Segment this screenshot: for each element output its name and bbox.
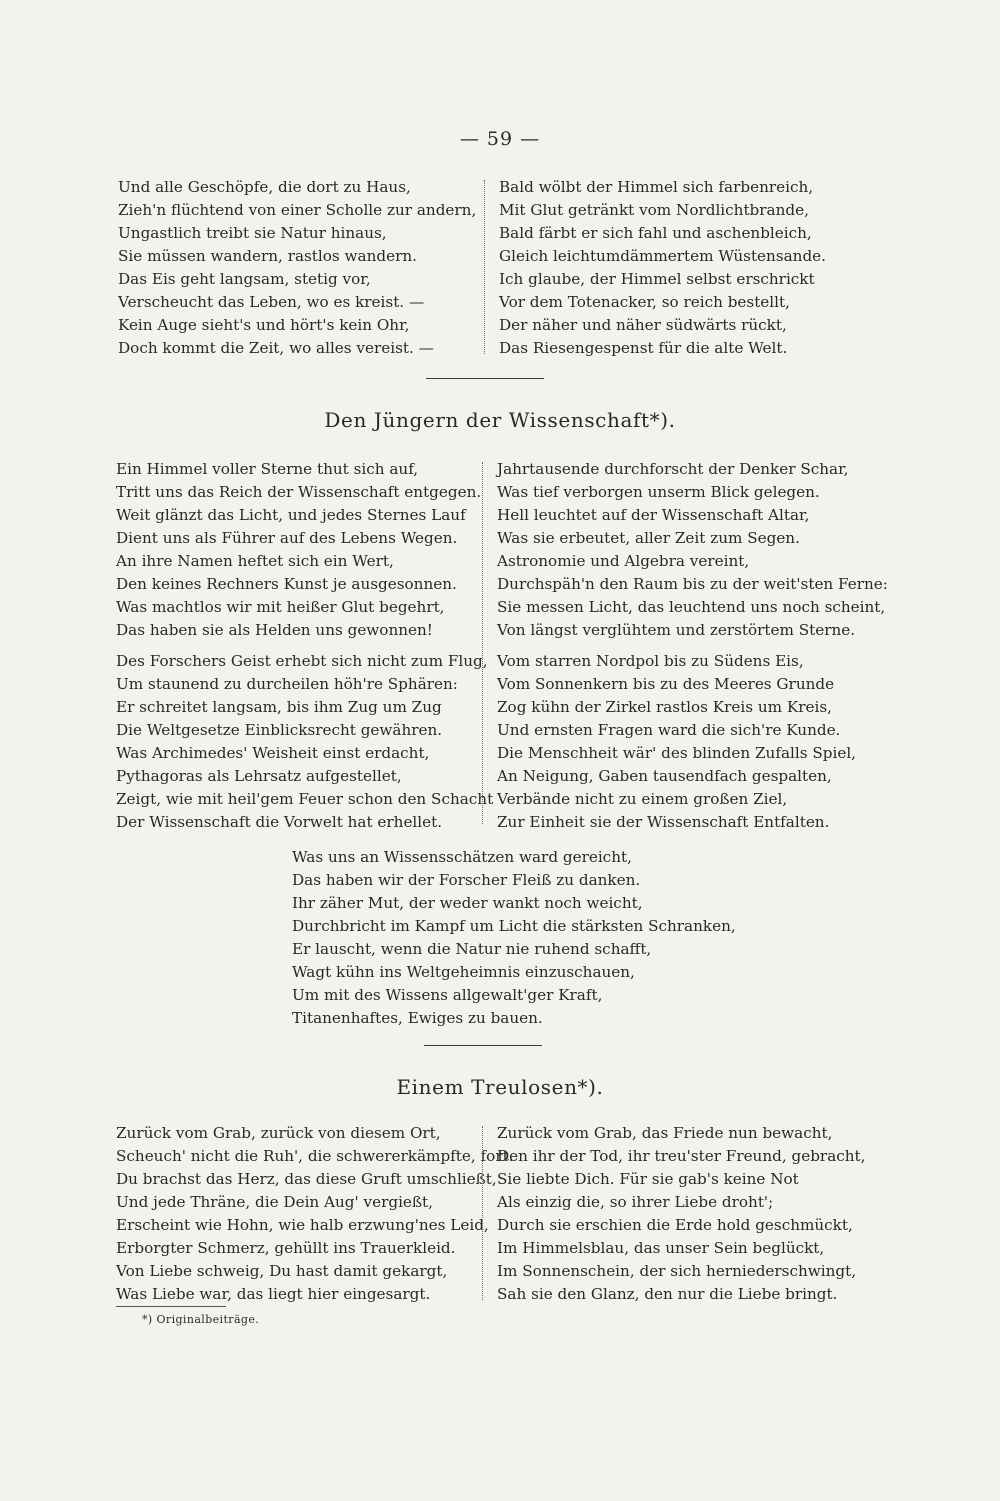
verse-line: Und ernsten Fragen ward die sich're Kunde. [497, 721, 841, 739]
verse-line: Zeigt, wie mit heil'gem Feuer schon den Schacht [116, 790, 494, 808]
verse-line: Des Forschers Geist erhebt sich nicht zum Flug, [116, 652, 488, 670]
poem2-stanza3 [292, 846, 736, 1030]
verse-line: Den keines Rechners Kunst je ausgesonnen. [116, 575, 457, 593]
verse-line: An ihre Namen heftet sich ein Wert, [116, 552, 394, 570]
poem1-right-column [499, 176, 826, 360]
verse-line: Tritt uns das Reich der Wissenschaft entgegen. [116, 483, 482, 501]
verse-line: Das Riesengespenst für die alte Welt. [499, 339, 788, 357]
verse-line: Ihr zäher Mut, der weder wankt noch weicht, [292, 894, 643, 912]
verse-line: Der näher und näher südwärts rückt, [499, 316, 787, 334]
verse-line: Astronomie und Algebra vereint, [497, 552, 750, 570]
verse-line: Was machtlos wir mit heißer Glut begehrt, [116, 598, 445, 616]
verse-line: Sie müssen wandern, rastlos wandern. [118, 247, 417, 265]
verse-line: Was tief verborgen unserm Blick gelegen. [497, 483, 820, 501]
column-divider [482, 1126, 484, 1300]
verse-line: Jahrtausende durchforscht der Denker Schar, [497, 460, 849, 478]
verse-line: Um mit des Wissens allgewalt'ger Kraft, [292, 986, 603, 1004]
verse-line: Sie liebte Dich. Für sie gab's keine Not [497, 1170, 799, 1188]
poem2-stanza1-left [116, 458, 481, 642]
verse-line: Bald wölbt der Himmel sich farbenreich, [499, 178, 814, 196]
verse-line: Dient uns als Führer auf des Lebens Wegen. [116, 529, 458, 547]
verse-line: Im Sonnenschein, der sich herniederschwingt, [497, 1262, 857, 1280]
verse-line: Ein Himmel voller Sterne thut sich auf, [116, 460, 419, 478]
poem3-left-column [116, 1122, 514, 1306]
verse-line: Er schreitet langsam, bis ihm Zug um Zug [116, 698, 442, 716]
poem3-right-column [497, 1122, 865, 1306]
verse-line: Der Wissenschaft die Vorwelt hat erhellet. [116, 813, 443, 831]
poem2-stanza2-left [116, 650, 493, 834]
footnote: *) Originalbeiträge. [142, 1313, 260, 1326]
poem1-left-column [118, 176, 476, 360]
verse-line: Weit glänzt das Licht, und jedes Sternes Lauf [116, 506, 466, 524]
verse-line: Und alle Geschöpfe, die dort zu Haus, [118, 178, 411, 196]
verse-line: Durchspäh'n den Raum bis zu der weit'sten Ferne: [497, 575, 888, 593]
verse-line: Bald färbt er sich fahl und aschenbleich, [499, 224, 812, 242]
verse-line: Ich glaube, der Himmel selbst erschrickt [499, 270, 815, 288]
verse-line: Hell leuchtet auf der Wissenschaft Altar, [497, 506, 810, 524]
column-divider [484, 180, 486, 354]
verse-line: Was uns an Wissensschätzen ward gereicht, [292, 848, 632, 866]
verse-line: Du brachst das Herz, das diese Gruft umschließt, [116, 1170, 497, 1188]
verse-line: Gleich leichtumdämmertem Wüstensande. [499, 247, 826, 265]
verse-line: Sah sie den Glanz, den nur die Liebe bringt. [497, 1285, 838, 1303]
verse-line: Was sie erbeutet, aller Zeit zum Segen. [497, 529, 800, 547]
page-number: — 59 — [459, 128, 541, 150]
verse-line: Das haben sie als Helden uns gewonnen! [116, 621, 433, 639]
section-rule [426, 378, 544, 379]
verse-line: Verbände nicht zu einem großen Ziel, [497, 790, 788, 808]
verse-line: Vom Sonnenkern bis zu des Meeres Grunde [497, 675, 835, 693]
footnote-rule [116, 1306, 226, 1307]
verse-line: Vor dem Totenacker, so reich bestellt, [499, 293, 790, 311]
verse-line: Sie messen Licht, das leuchtend uns noch scheint, [497, 598, 886, 616]
verse-line: Mit Glut getränkt vom Nordlichtbrande, [499, 201, 809, 219]
verse-line: Die Weltgesetze Einblicksrecht gewähren. [116, 721, 443, 739]
poem-title: Einem Treulosen*). [396, 1075, 604, 1099]
verse-line: Erborgter Schmerz, gehüllt ins Trauerkleid. [116, 1239, 456, 1257]
verse-line: Zieh'n flüchtend von einer Scholle zur andern, [118, 201, 477, 219]
verse-line: Die Menschheit wär' des blinden Zufalls Spiel, [497, 744, 856, 762]
verse-line: Zurück vom Grab, das Friede nun bewacht, [497, 1124, 833, 1142]
verse-line: Was Liebe war, das liegt hier eingesargt. [116, 1285, 431, 1303]
verse-line: Von Liebe schweig, Du hast damit gekargt, [116, 1262, 448, 1280]
verse-line: Er lauscht, wenn die Natur nie ruhend schafft, [292, 940, 652, 958]
verse-line: Vom starren Nordpol bis zu Südens Eis, [497, 652, 804, 670]
verse-line: Wagt kühn ins Weltgeheimnis einzuschauen, [292, 963, 635, 981]
verse-line: Kein Auge sieht's und hört's kein Ohr, [118, 316, 410, 334]
verse-line: Das Eis geht langsam, stetig vor, [118, 270, 371, 288]
verse-line: Das haben wir der Forscher Fleiß zu danken. [292, 871, 641, 889]
verse-line: Durchbricht im Kampf um Licht die stärksten Schranken, [292, 917, 736, 935]
verse-line: An Neigung, Gaben tausendfach gespalten, [497, 767, 832, 785]
verse-line: Was Archimedes' Weisheit einst erdacht, [116, 744, 430, 762]
verse-line: Zog kühn der Zirkel rastlos Kreis um Kreis, [497, 698, 832, 716]
verse-line: Im Himmelsblau, das unser Sein beglückt, [497, 1239, 825, 1257]
verse-line: Zurück vom Grab, zurück von diesem Ort, [116, 1124, 441, 1142]
poem-title: Den Jüngern der Wissenschaft*). [324, 408, 676, 432]
verse-line: Erscheint wie Hohn, wie halb erzwung'nes Leid, [116, 1216, 489, 1234]
poem2-stanza1-right [497, 458, 888, 642]
verse-line: Den ihr der Tod, ihr treu'ster Freund, gebracht, [497, 1147, 866, 1165]
verse-line: Verscheucht das Leben, wo es kreist. — [118, 293, 425, 311]
section-rule [424, 1045, 542, 1046]
verse-line: Durch sie erschien die Erde hold geschmückt, [497, 1216, 853, 1234]
verse-line: Zur Einheit sie der Wissenschaft Entfalten. [497, 813, 830, 831]
verse-line: Um staunend zu durcheilen höh're Sphären: [116, 675, 458, 693]
verse-line: Ungastlich treibt sie Natur hinaus, [118, 224, 387, 242]
poem2-stanza2-right [497, 650, 856, 834]
verse-line: Scheuch' nicht die Ruh', die schwererkämpfte, fort. [116, 1147, 514, 1165]
verse-line: Pythagoras als Lehrsatz aufgestellet, [116, 767, 402, 785]
verse-line: Und jede Thräne, die Dein Aug' vergießt, [116, 1193, 433, 1211]
verse-line: Als einzig die, so ihrer Liebe droht'; [497, 1193, 774, 1211]
verse-line: Von längst verglühtem und zerstörtem Sterne. [497, 621, 856, 639]
verse-line: Doch kommt die Zeit, wo alles vereist. — [118, 339, 434, 357]
verse-line: Titanenhaftes, Ewiges zu bauen. [292, 1009, 543, 1027]
